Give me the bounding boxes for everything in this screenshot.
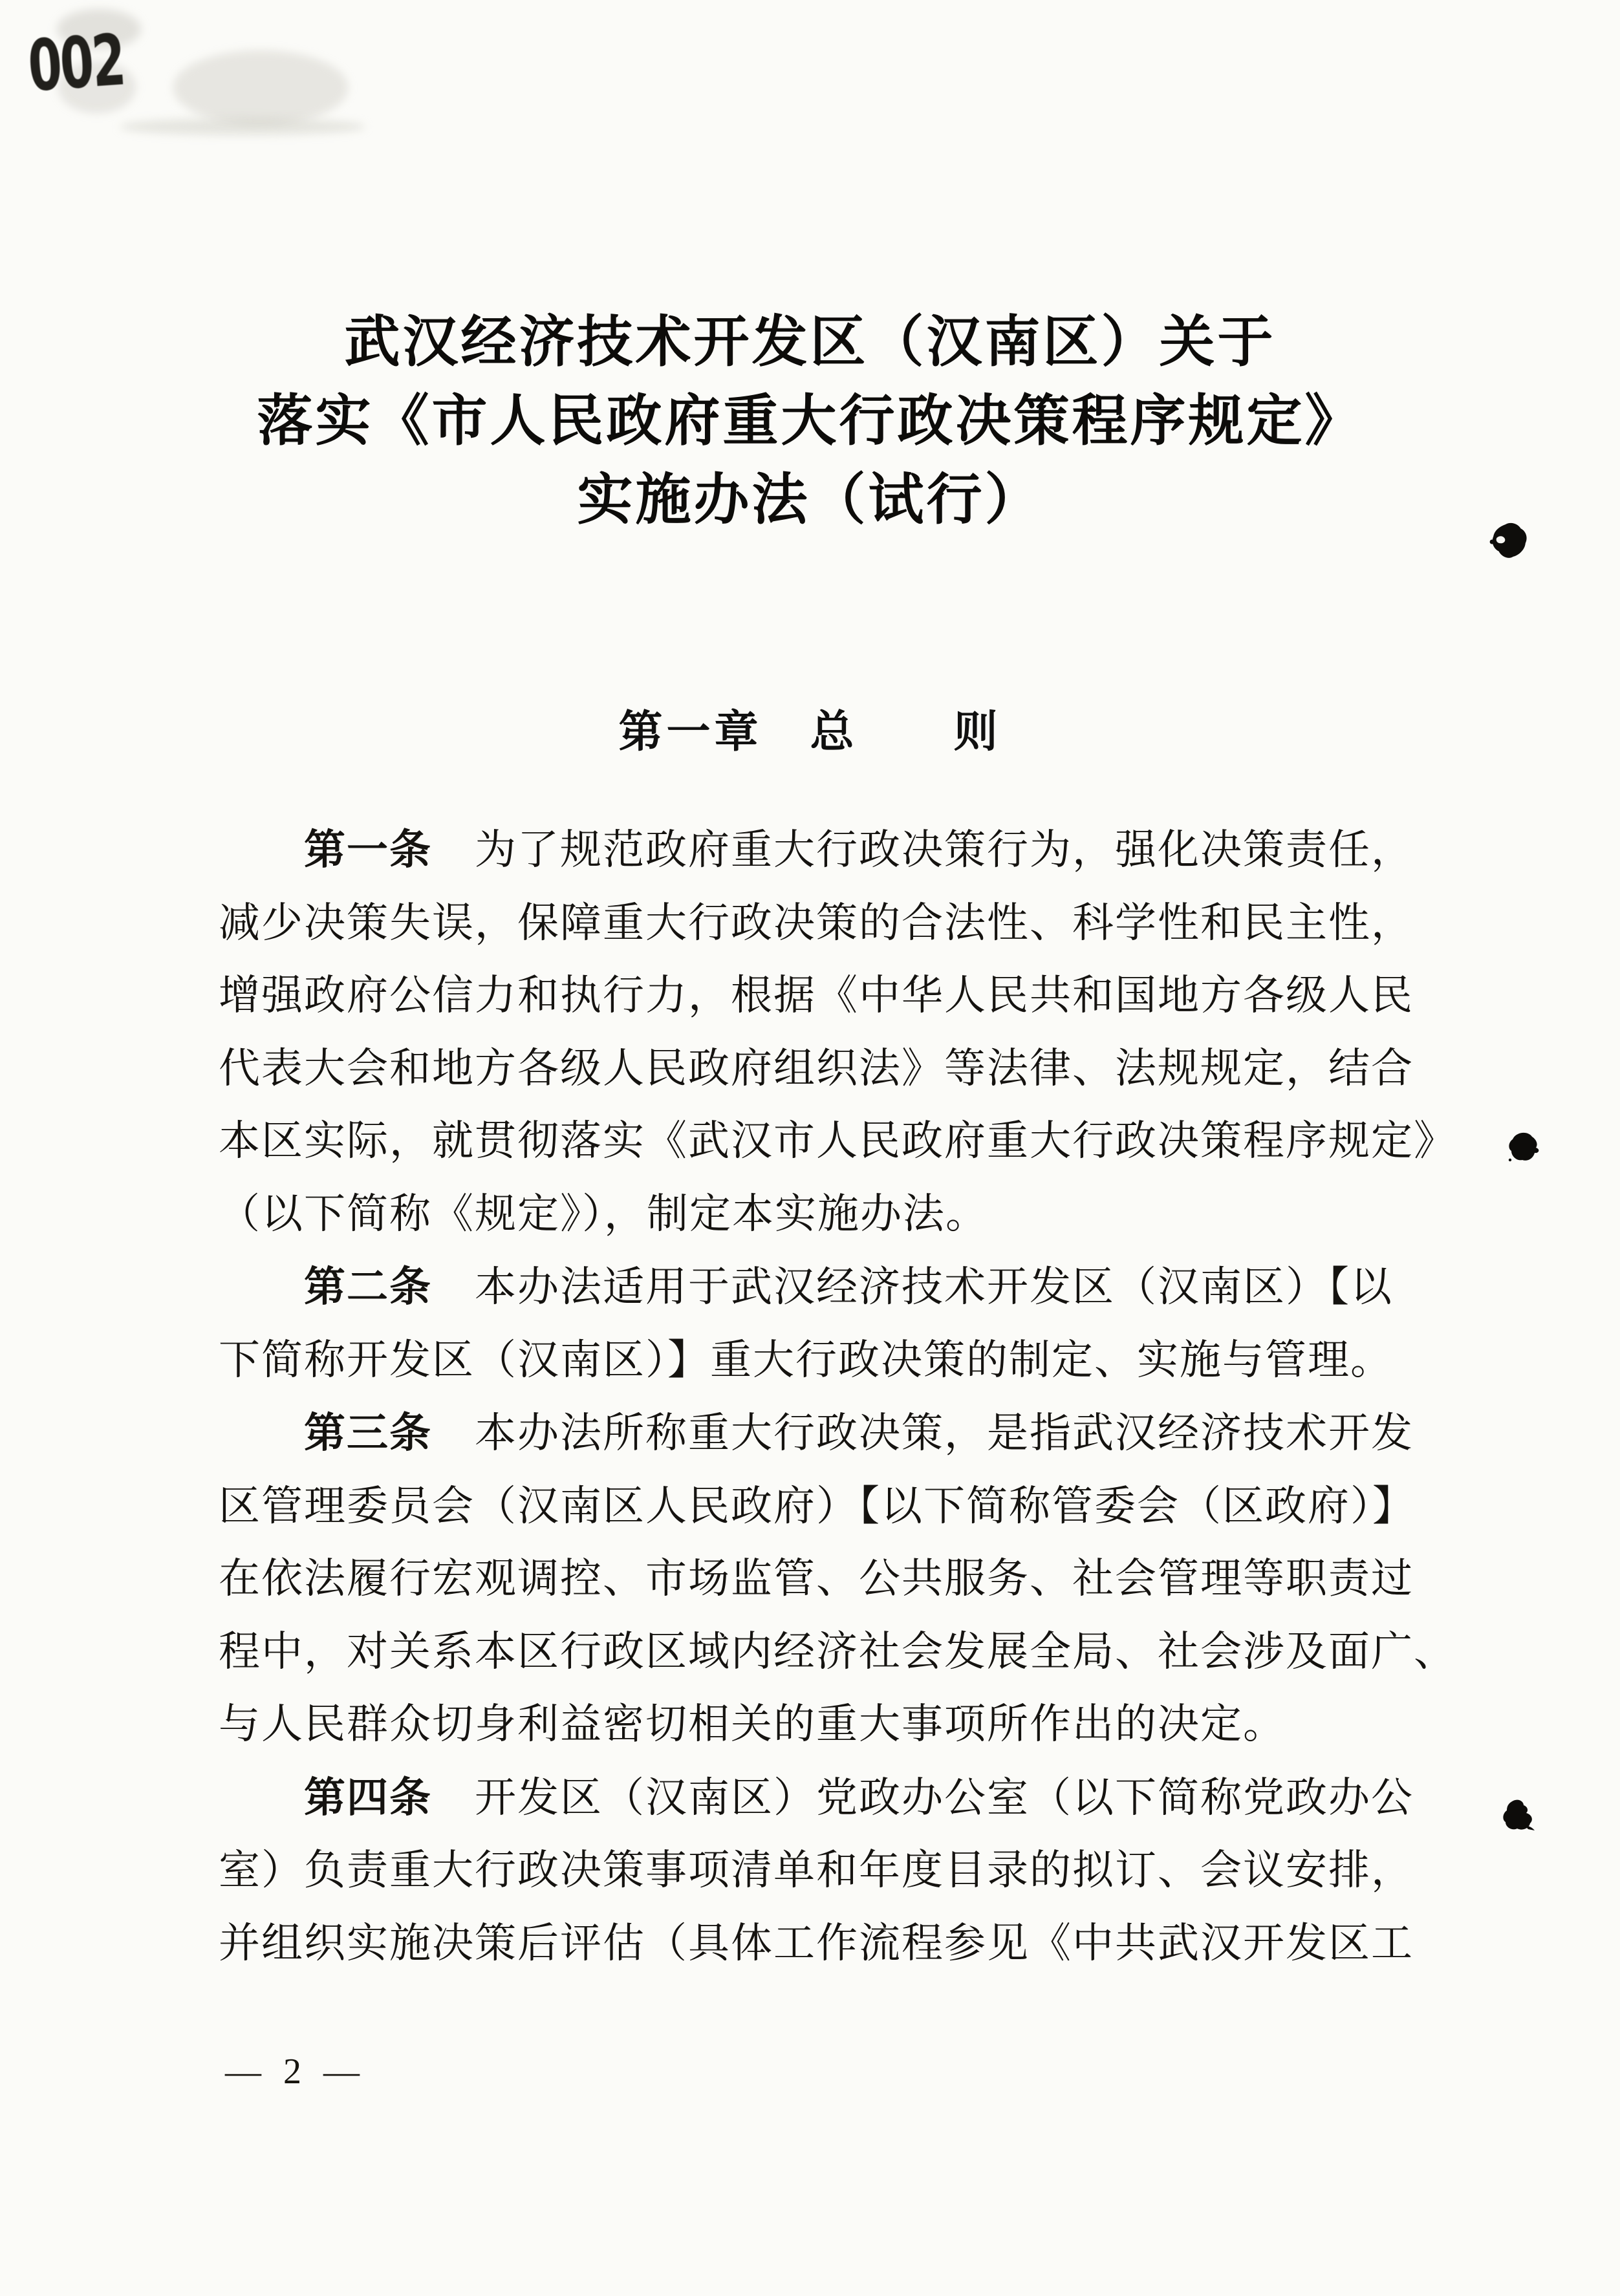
document-title-line-1: 武汉经济技术开发区（汉南区）关于	[344, 311, 1276, 373]
body-line	[219, 887, 1416, 960]
body-line-text: （以下简称《规定》），制定本实施办法。	[219, 1190, 988, 1237]
body-line	[219, 813, 1416, 887]
body-line	[219, 1688, 1416, 1761]
body-line-text: 室）负责重大行政决策事项清单和年度目录的拟订、会议安排，	[219, 1847, 1414, 1893]
body-line	[219, 1907, 1416, 1980]
body-line	[219, 1470, 1416, 1543]
body-line	[219, 960, 1416, 1033]
body-line-text: 增强政府公信力和执行力，根据《中华人民共和国地方各级人民	[219, 972, 1414, 1018]
body-line-text: 本办法所称重大行政决策，是指武汉经济技术开发	[432, 1410, 1414, 1456]
chapter-heading: 第一章 总 则	[618, 707, 1002, 756]
page-number: — 2 —	[225, 2052, 366, 2092]
body-line-text: 与人民群众切身利益密切相关的重大事项所作出的决定。	[219, 1701, 1286, 1747]
body-line-text: 在依法履行宏观调控、市场监管、公共服务、社会管理等职责过	[219, 1556, 1414, 1602]
body-line	[219, 1178, 1416, 1251]
body-line-text: 减少决策失误，保障重大行政决策的合法性、科学性和民主性，	[219, 899, 1414, 946]
body-line	[219, 1324, 1416, 1397]
article-number: 第二条	[304, 1263, 432, 1310]
body-line	[219, 1616, 1456, 1689]
scan-smudge	[120, 118, 365, 135]
body-line	[219, 1834, 1416, 1907]
document-title	[0, 303, 1620, 539]
body-line-text: 本办法适用于武汉经济技术开发区（汉南区）【以	[432, 1264, 1393, 1310]
body-line	[219, 1033, 1416, 1106]
body-line-text: 本区实际，就贯彻落实《武汉市人民政府重大行政决策程序规定》	[219, 1118, 1456, 1164]
body-line-text: 下简称开发区（汉南区）】重大行政决策的制定、实施与管理。	[219, 1336, 1393, 1383]
ink-blot-artifact	[1500, 1799, 1538, 1832]
article-number: 第四条	[304, 1774, 432, 1821]
body-text	[219, 813, 1456, 1980]
body-line-text: 代表大会和地方各级人民政府组织法》等法律、法规规定，结合	[219, 1045, 1414, 1091]
page-stamp: 002	[25, 18, 127, 108]
body-line	[219, 1250, 1416, 1324]
article-number: 第一条	[304, 826, 432, 873]
scan-smudge	[173, 50, 348, 125]
body-line-text: 并组织实施决策后评估（具体工作流程参见《中共武汉开发区工	[219, 1920, 1414, 1966]
body-line-text: 区管理委员会（汉南区人民政府）【以下简称管委会（区政府）】	[219, 1483, 1415, 1529]
body-line-text: 为了规范政府重大行政决策行为，强化决策责任，	[432, 827, 1414, 873]
body-line	[219, 1543, 1416, 1616]
document-title-line-2: 落实《市人民政府重大行政决策程序规定》	[257, 390, 1363, 452]
body-line	[219, 1397, 1416, 1470]
body-line	[219, 1105, 1456, 1178]
body-line	[219, 1761, 1416, 1835]
article-number: 第三条	[304, 1410, 432, 1456]
body-line-text: 开发区（汉南区）党政办公室（以下简称党政办公	[432, 1774, 1414, 1821]
body-line-text: 程中，对关系本区行政区域内经济社会发展全局、社会涉及面广、	[219, 1628, 1456, 1675]
ink-blot-artifact	[1506, 1132, 1542, 1164]
document-title-line-3: 实施办法（试行）	[577, 469, 1043, 531]
